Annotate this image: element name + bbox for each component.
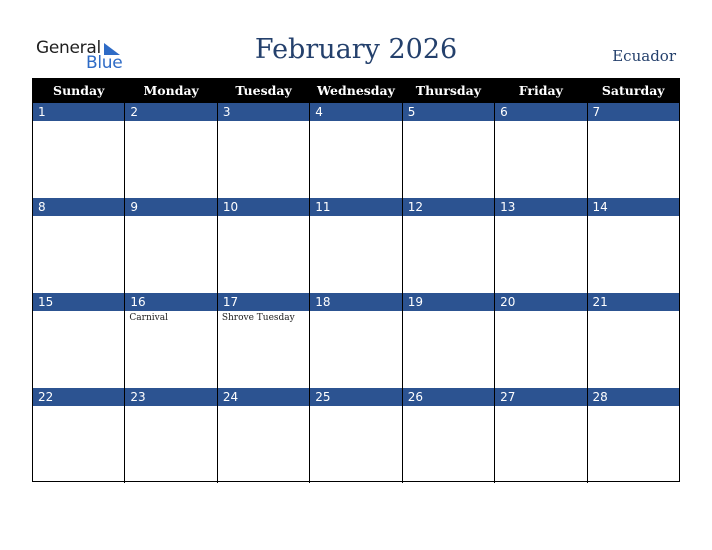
day-number: 23: [125, 388, 216, 406]
day-cell: [403, 293, 495, 388]
day-number: 26: [403, 388, 494, 406]
brand-general-text: General: [36, 38, 101, 58]
day-number: 6: [495, 103, 586, 121]
day-number: 9: [125, 198, 216, 216]
day-cell: [495, 103, 587, 198]
brand-blue-text: Blue: [86, 53, 123, 73]
day-number: 24: [218, 388, 309, 406]
day-cell: [218, 198, 310, 293]
day-cell: [125, 103, 217, 198]
day-number: 28: [588, 388, 679, 406]
day-cell: [218, 388, 310, 483]
day-cell: [403, 198, 495, 293]
weekday-header: Wednesday: [310, 79, 402, 103]
page-title: February 2026: [254, 34, 458, 65]
day-number: 3: [218, 103, 309, 121]
day-cell: [125, 293, 217, 388]
day-event: Carnival: [129, 313, 168, 323]
day-cell: [33, 388, 125, 483]
weekday-header: Tuesday: [218, 79, 310, 103]
day-number: 8: [33, 198, 124, 216]
day-cell: [125, 198, 217, 293]
week-row: [33, 103, 679, 199]
day-number: 20: [495, 293, 586, 311]
week-row: [33, 293, 679, 389]
day-number: 5: [403, 103, 494, 121]
weekday-header: Thursday: [403, 79, 495, 103]
weekday-header: Monday: [125, 79, 217, 103]
day-number: 15: [33, 293, 124, 311]
day-number: 27: [495, 388, 586, 406]
calendar-grid: [32, 78, 680, 482]
day-cell: [403, 388, 495, 483]
weekday-header-row: [33, 79, 679, 103]
week-row: [33, 198, 679, 294]
weekday-header: Friday: [495, 79, 587, 103]
day-cell: [310, 198, 402, 293]
day-cell: [33, 198, 125, 293]
day-number: 2: [125, 103, 216, 121]
day-cell: [588, 198, 679, 293]
day-number: 14: [588, 198, 679, 216]
day-number: 4: [310, 103, 401, 121]
day-number: 22: [33, 388, 124, 406]
day-number: 16: [125, 293, 216, 311]
day-number: 12: [403, 198, 494, 216]
day-cell: [218, 103, 310, 198]
day-number: 13: [495, 198, 586, 216]
day-cell: [588, 103, 679, 198]
country-label: Ecuador: [612, 47, 676, 65]
day-number: 19: [403, 293, 494, 311]
day-cell: [310, 293, 402, 388]
day-cell: [588, 388, 679, 483]
day-cell: [33, 103, 125, 198]
day-cell: [588, 293, 679, 388]
day-number: 21: [588, 293, 679, 311]
day-number: 7: [588, 103, 679, 121]
day-cell: [218, 293, 310, 388]
day-cell: [33, 293, 125, 388]
day-number: 1: [33, 103, 124, 121]
day-cell: [310, 103, 402, 198]
day-cell: [125, 388, 217, 483]
day-number: 17: [218, 293, 309, 311]
day-event: Shrove Tuesday: [221, 313, 295, 323]
day-number: 25: [310, 388, 401, 406]
day-cell: [495, 388, 587, 483]
weekday-header: Sunday: [33, 79, 125, 103]
day-number: 11: [310, 198, 401, 216]
weekday-header: Saturday: [601, 83, 665, 98]
day-cell: [403, 103, 495, 198]
day-cell: [495, 198, 587, 293]
day-cell: [495, 293, 587, 388]
day-number: 10: [218, 198, 309, 216]
week-row: [33, 388, 679, 483]
day-cell: [310, 388, 402, 483]
day-number: 18: [310, 293, 401, 311]
